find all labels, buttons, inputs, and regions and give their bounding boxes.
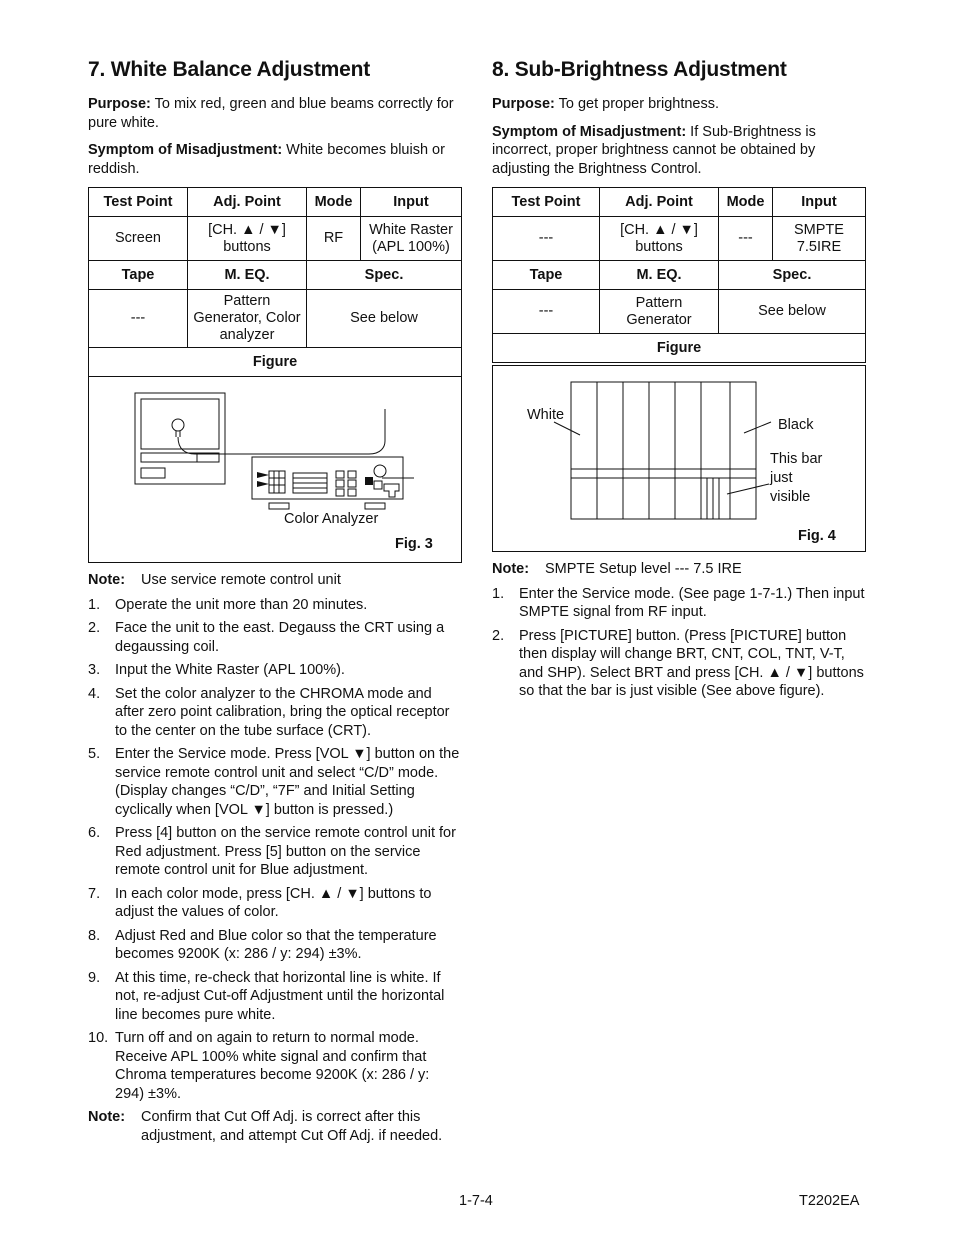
- table-header: Spec.: [719, 261, 866, 290]
- note: [492, 560, 866, 579]
- list-item: 2. Face the unit to the east. Degauss the CRT using a degaussing coil.: [88, 620, 445, 655]
- note: [88, 571, 462, 590]
- adjustment-table: [88, 187, 462, 377]
- symptom-paragraph: Symptom of Misadjustment: If Sub-Brightness is incorrect, proper brightness cannot be obtained by adjusting the Brightness Control.: [492, 123, 816, 177]
- list-item: 9. At this time, re-check that horizontal line is white. If not, re-adjust Cut-off Adjustment until the horizontal line becomes pure white.: [88, 969, 445, 1023]
- table-cell: ---: [719, 217, 773, 261]
- table-cell: RF: [307, 217, 361, 261]
- note-text: Use service remote control unit: [141, 572, 341, 588]
- table-cell: ---: [89, 290, 188, 348]
- black-label: Black: [778, 417, 814, 433]
- table-header: Spec.: [307, 261, 462, 290]
- table-cell: ---: [493, 217, 600, 261]
- note: [88, 1108, 462, 1145]
- table-cell: ---: [493, 290, 600, 334]
- note-label: Note:: [88, 1109, 126, 1125]
- page-number: 1-7-4: [459, 1193, 493, 1209]
- table-header: Test Point: [89, 188, 188, 217]
- document-code: T2202EA: [799, 1193, 860, 1209]
- table-header: Tape: [89, 261, 188, 290]
- bar-label: just: [770, 470, 793, 486]
- white-balance-section: [88, 58, 462, 1151]
- table-header: Adj. Point: [600, 188, 719, 217]
- list-item: 1. Enter the Service mode. (See page 1-7-1.) Then input SMPTE signal from RF input.: [492, 585, 865, 620]
- table-header: Mode: [719, 188, 773, 217]
- section-title: 8. Sub-Brightness Adjustment: [492, 58, 787, 81]
- steps-list: [492, 585, 866, 701]
- table-cell: Pattern Generator: [600, 290, 719, 334]
- purpose-paragraph: Purpose: To mix red, green and blue beams correctly for pure white.: [88, 96, 454, 131]
- figure-header: Figure: [89, 348, 462, 377]
- list-item: 10. Turn off and on again to return to normal mode. Receive APL 100% white signal and confirm that Chroma temperatures become 9200K (x: 286 / y: 294) ±3%.: [88, 1030, 430, 1102]
- section-title: 7. White Balance Adjustment: [88, 58, 371, 81]
- list-item: 3. Input the White Raster (APL 100%).: [88, 662, 345, 678]
- white-label: White: [527, 407, 565, 423]
- table-cell: See below: [719, 290, 866, 334]
- table-header: Tape: [493, 261, 600, 290]
- list-item: 8. Adjust Red and Blue color so that the temperature becomes 9200K (x: 286 / y: 294) ±3%.: [88, 927, 437, 962]
- figure-3: [88, 377, 462, 563]
- table-header: M. EQ.: [188, 261, 307, 290]
- bar-label: This bar: [770, 451, 823, 467]
- table-header: M. EQ.: [600, 261, 719, 290]
- list-item: 6. Press [4] button on the service remote control unit for Red adjustment. Press [5] button on the service remote control unit for Blue adjustment.: [88, 825, 456, 878]
- table-cell: [CH. ▲ / ▼] buttons: [188, 217, 307, 261]
- table-cell: Pattern Generator, Color analyzer: [188, 290, 307, 348]
- note-text: Confirm that Cut Off Adj. is correct after this adjustment, and attempt Cut Off Adj. if needed.: [141, 1109, 443, 1144]
- note-text: SMPTE Setup level --- 7.5 IRE: [545, 561, 742, 577]
- tv-color-analyzer-drawing: [89, 377, 461, 562]
- table-cell: Screen: [89, 217, 188, 261]
- table-header: Test Point: [493, 188, 600, 217]
- figure-caption: Color Analyzer: [284, 511, 379, 527]
- symptom-paragraph: Symptom of Misadjustment: White becomes bluish or reddish.: [88, 142, 445, 177]
- list-item: 1. Operate the unit more than 20 minutes.: [88, 596, 368, 613]
- figure-header: Figure: [493, 334, 866, 363]
- list-item: 4. Set the color analyzer to the CHROMA mode and after zero point calibration, bring the optical receptor to the center on the tube surface (CRT).: [88, 685, 450, 739]
- note-label: Note:: [88, 572, 126, 588]
- note-label: Note:: [492, 561, 530, 577]
- table-cell: [CH. ▲ / ▼] buttons: [600, 217, 719, 261]
- table-cell: White Raster (APL 100%): [361, 217, 462, 261]
- adjustment-table: [492, 187, 866, 363]
- figure-number: Fig. 3: [395, 536, 433, 552]
- table-header: Adj. Point: [188, 188, 307, 217]
- sub-brightness-section: [492, 58, 866, 706]
- figure-4: [492, 365, 866, 552]
- table-cell: See below: [307, 290, 462, 348]
- steps-list: [88, 596, 462, 1104]
- figure-number: Fig. 4: [798, 528, 836, 544]
- list-item: 7. In each color mode, press [CH. ▲ / ▼] buttons to adjust the values of color.: [88, 885, 432, 920]
- table-header: Input: [361, 188, 462, 217]
- purpose-paragraph: Purpose: To get proper brightness.: [492, 96, 720, 112]
- bar-label: visible: [770, 489, 811, 505]
- table-header: Input: [773, 188, 866, 217]
- list-item: 2. Press [PICTURE] button. (Press [PICTURE] button then display will change BRT, CNT, COL, TNT, V-T, and SHP). Select BRT and press [CH. ▲ / ▼] buttons so that the bar is just visible (See above figure).: [492, 627, 864, 699]
- table-header: Mode: [307, 188, 361, 217]
- table-cell: SMPTE 7.5IRE: [773, 217, 866, 261]
- list-item: 5. Enter the Service mode. Press [VOL ▼] button on the service remote control unit and select “C/D” mode. (Display changes “C/D”, “7F” and Initial Setting cyclically when [VOL ▼] button is pressed.): [88, 746, 460, 818]
